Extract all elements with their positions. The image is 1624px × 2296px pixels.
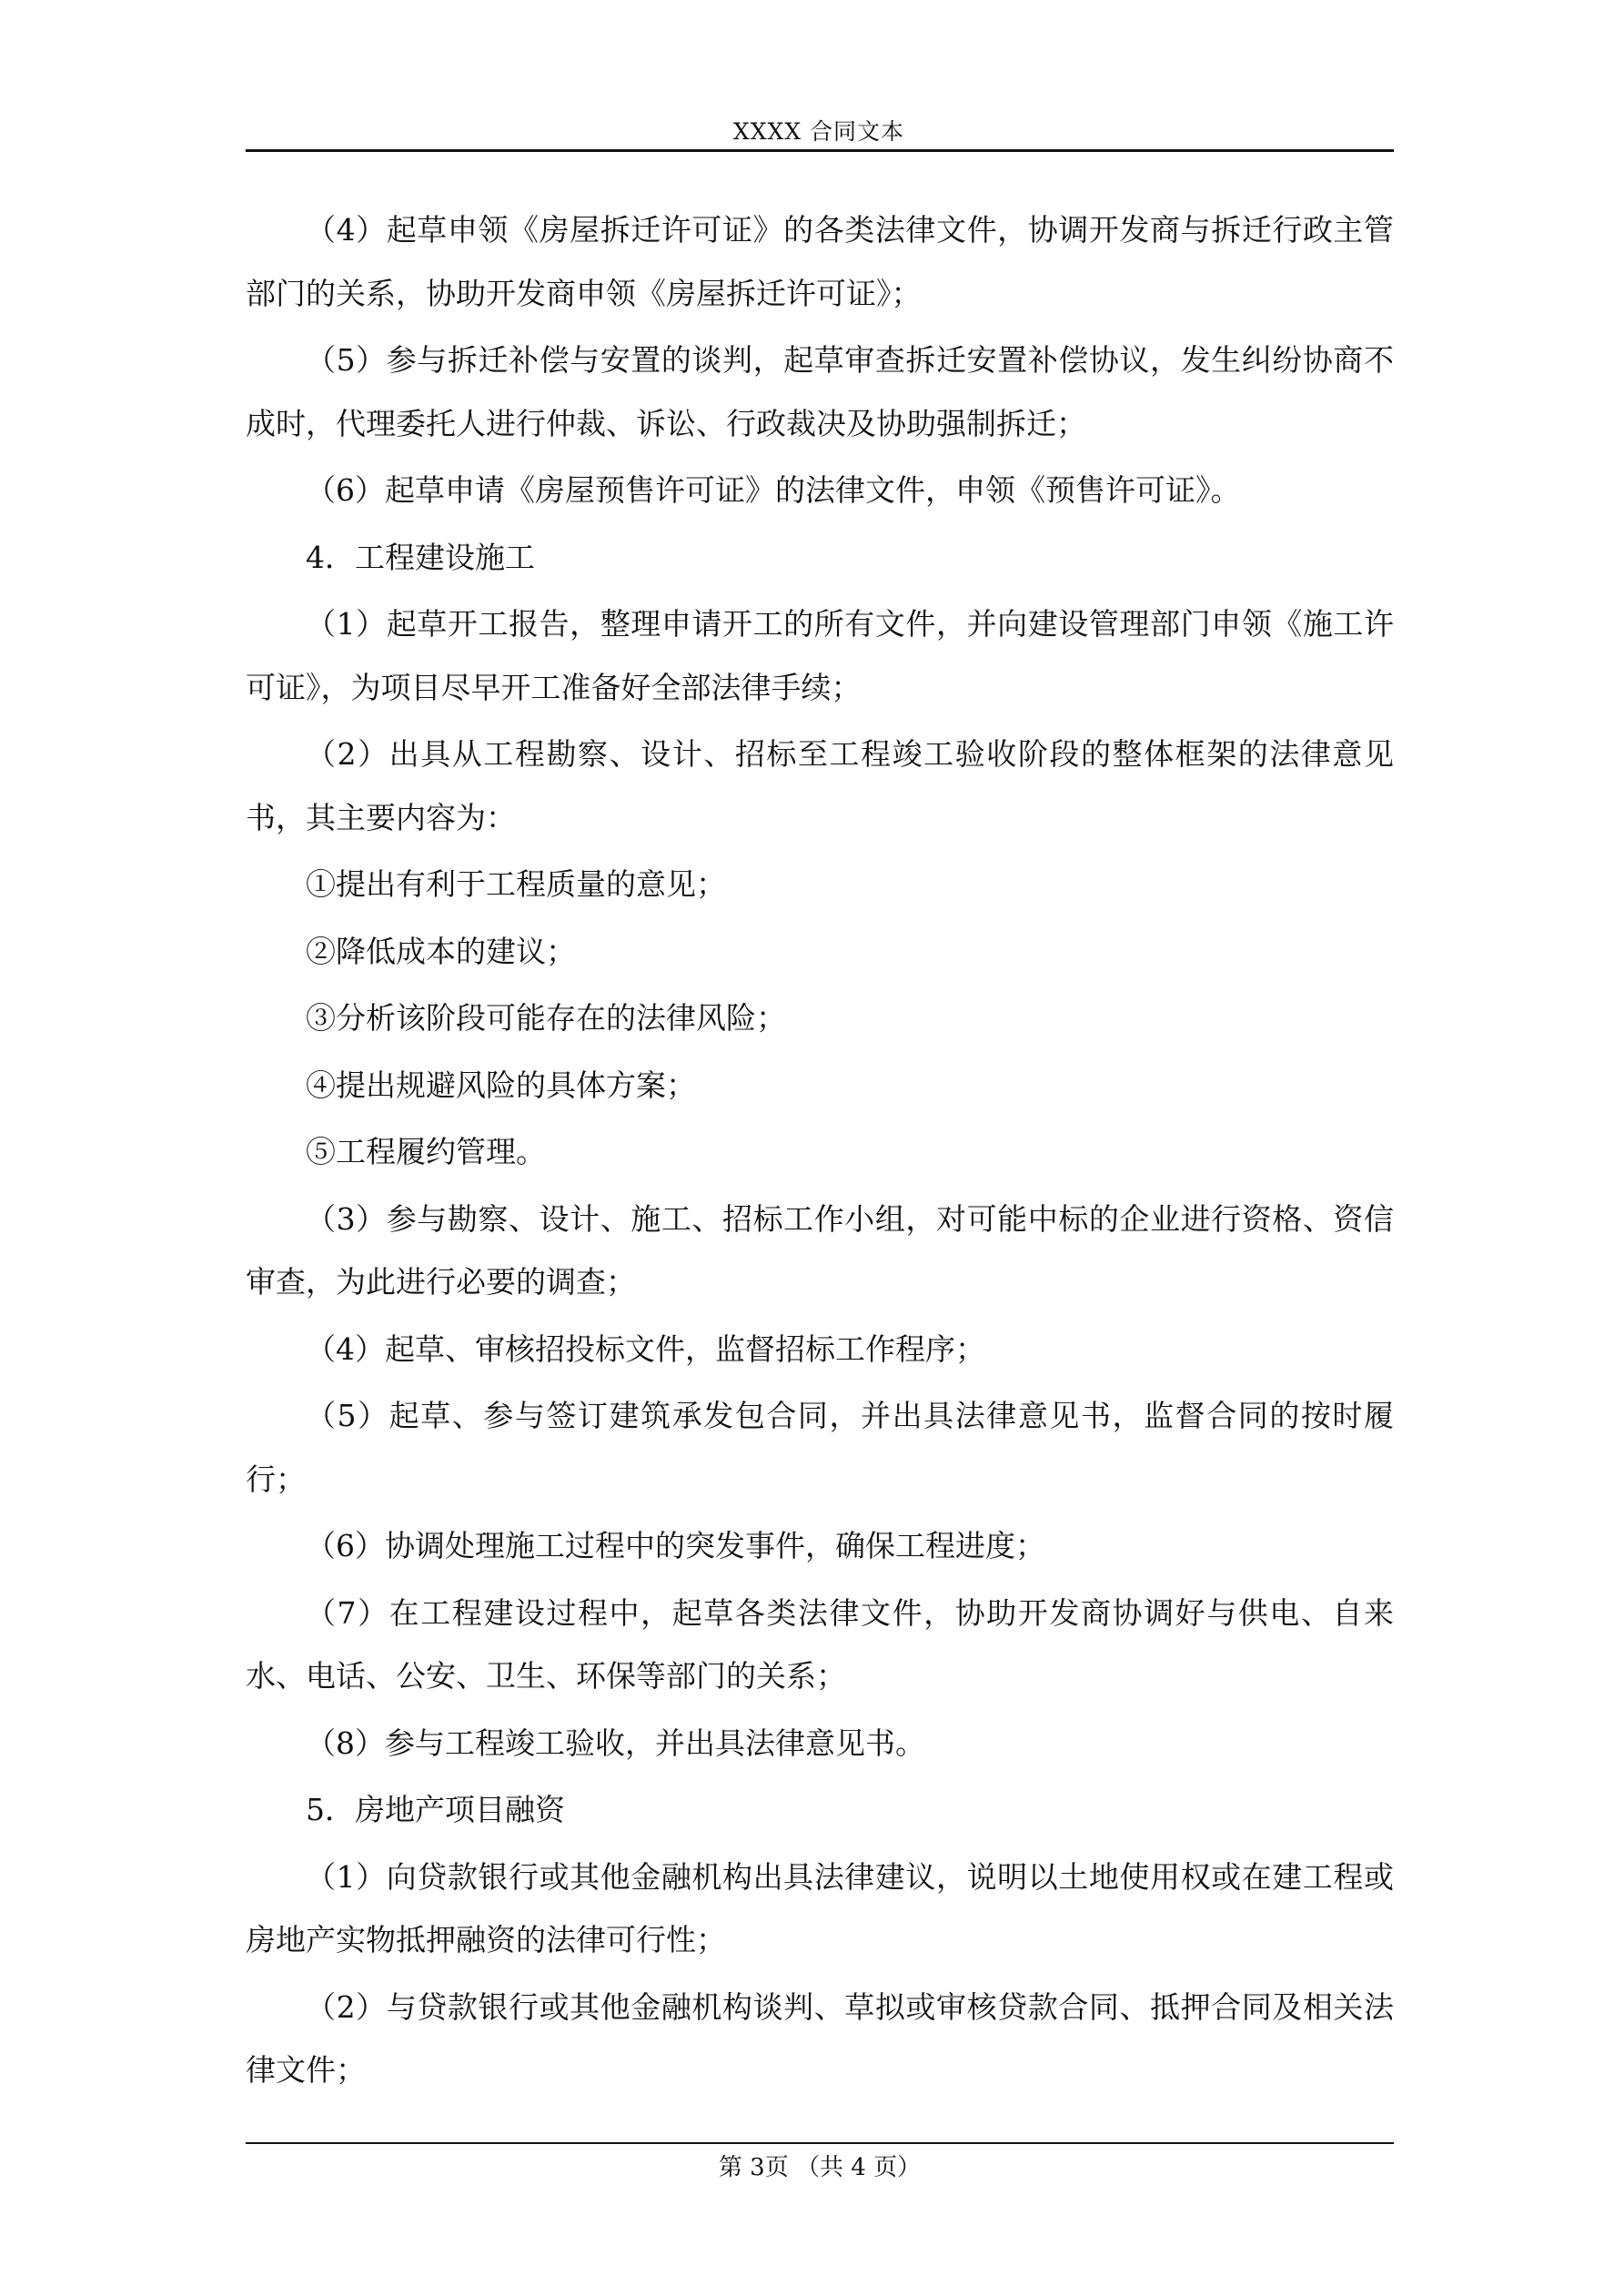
paragraph: （4）起草、审核招投标文件，监督招标工作程序； xyxy=(306,1330,985,1367)
page-header-title: XXXX 合同文本 xyxy=(732,118,905,145)
header-divider xyxy=(246,149,1394,152)
paragraph: （1）向贷款银行或其他金融机构出具法律建议，说明以土地使用权或在建工程或房地产实物抵押融资的法律可行性； xyxy=(246,1858,1394,1957)
paragraph: （1）起草开工报告，整理申请开工的所有文件，并向建设管理部门申领《施工许可证》，为项目尽早开工准备好全部法律手续； xyxy=(246,606,1394,705)
list-item: ⑤工程履约管理。 xyxy=(306,1134,546,1169)
paragraph: （6）起草申请《房屋预售许可证》的法律文件，申领《预售许可证》。 xyxy=(306,472,1241,508)
section-heading: 4．工程建设施工 xyxy=(306,539,535,575)
list-item: ①提出有利于工程质量的意见； xyxy=(306,866,726,902)
paragraph: （7）在工程建设过程中，起草各类法律文件，协助开发商协调好与供电、自来水、电话、公安、卫生、环保等部门的关系； xyxy=(246,1594,1394,1694)
paragraph: （4）起草申领《房屋拆迁许可证》的各类法律文件，协调开发商与拆迁行政主管部门的关系，协助开发商申领《房屋拆迁许可证》； xyxy=(246,212,1394,311)
section-heading: 5．房地产项目融资 xyxy=(306,1792,565,1827)
list-item: ④提出规避风险的具体方案； xyxy=(306,1067,696,1103)
paragraph: （8）参与工程竣工验收，并出具法律意见书。 xyxy=(306,1725,925,1761)
paragraph: （2）与贷款银行或其他金融机构谈判、草拟或审核贷款合同、抵押合同及相关法律文件； xyxy=(246,1988,1394,2088)
list-item: ②降低成本的建议； xyxy=(306,933,576,969)
paragraph: （5）参与拆迁补偿与安置的谈判，起草审查拆迁安置补偿协议，发生纠纷协商不成时，代理委托人进行仲裁、诉讼、行政裁决及协助强制拆迁； xyxy=(246,342,1394,441)
paragraph: （3）参与勘察、设计、施工、招标工作小组，对可能中标的企业进行资格、资信审查，为此进行必要的调查； xyxy=(246,1200,1394,1300)
page-number: 第 3页 （共 4 页） xyxy=(718,2154,922,2181)
document-body xyxy=(246,198,1394,2106)
paragraph: （6）协调处理施工过程中的突发事件，确保工程进度； xyxy=(306,1528,1045,1563)
footer-divider xyxy=(246,2142,1394,2144)
paragraph: （5）起草、参与签订建筑承发包合同，并出具法律意见书，监督合同的按时履行； xyxy=(246,1398,1394,1497)
list-item: ③分析该阶段可能存在的法律风险； xyxy=(306,1000,786,1036)
paragraph: （2）出具从工程勘察、设计、招标至工程竣工验收阶段的整体框架的法律意见书，其主要内容为： xyxy=(246,736,1394,835)
